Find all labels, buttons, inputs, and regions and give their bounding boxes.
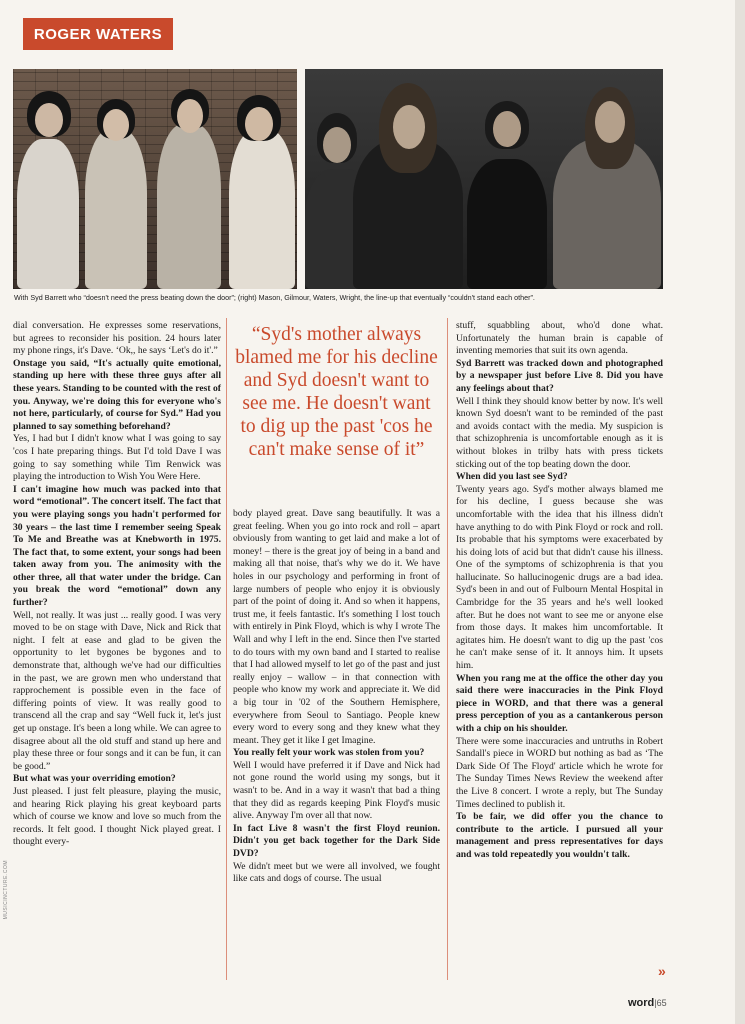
- page-footer: [628, 997, 667, 1009]
- answer: body played great. Dave sang beautifully. It was a great feeling. When you go into rock and roll – apart obviously from wanting to get laid and make a lot of money! – there is the great joy of being in a band and making all that noise, that's why we do it. We have holes in our psychology and performing in front of large numbers of people who enjoy it is obviously part of the point of doing it. And so when it happens, trust me, it feels fantastic. It's something I lost touch with entirely in Pink Floyd, which is why I wrote The Wall and why I left in the end. Since then I've started to do tours with my own band and I started to realise that I had allowed myself to let go of the past and just really enjoy – wallow – in that connection with people who know my work and appreciate it. We did a big tour in '02 of the Southern Hemisphere, everywhere from Seoul to Santiago. People knew every word to every song and they knew what they meant. They get it like I get Imagine.: [233, 508, 440, 746]
- face-2: [103, 109, 129, 141]
- figure-7: [467, 159, 547, 289]
- face-1: [35, 103, 63, 137]
- question: When did you last see Syd?: [456, 471, 568, 483]
- column-2: [233, 508, 440, 886]
- page-separator: |: [654, 998, 657, 1008]
- answer: Yes, I had but I didn't know what I was going to say 'cos I hate preparing things. But I'd told Dave I was going to say something while Tim Renwick was playing the introduction to Wish You Were Here.: [13, 433, 221, 483]
- face-5: [323, 127, 351, 163]
- answer: Well I think they should know better by now. It's well known Syd doesn't want to be reminded of the past and avoids contact with the media. My suspicion is that schizophrenia is uncomfortable enough as it is without blokes in trilby hats with press tickets sticking out of the top beating down the door.: [456, 395, 663, 470]
- paragraph: dial conversation. He expresses some reservations, but agrees to reconsider his position. 24 hours later my phone rings, it's Dave. ‘Ok,, he says ‘Let's do it'.”: [13, 320, 221, 357]
- question: Onstage you said, “It's actually quite emotional, standing up here with these three guys after all these years. Standing to be counted with the rest of you. Anyway, we're doing this for everyone who's not here, particularly, of course for Syd.” Had you planned to say something beforehand?: [13, 357, 221, 432]
- face-7: [493, 111, 521, 147]
- photo-caption: With Syd Barrett who “doesn't need the press beating down the door”; (right) Mason, Gilmour, Waters, Wright, the line-up that eventually “couldn't stand each other”.: [14, 293, 535, 302]
- question: In fact Live 8 wasn't the first Floyd reunion. Didn't you get back together for the Dark Side DVD?: [233, 822, 440, 860]
- face-3: [177, 99, 203, 133]
- column-3: [456, 320, 663, 862]
- question: To be fair, we did offer you the chance to contribute to the article. I pursued all your management and press representatives for days and was told repeatedly you wouldn't talk.: [456, 811, 663, 860]
- answer: Well, not really. It was just ... really good. I was very moved to be on stage with Dave, Nick and Rick that night. I felt at ease and glad to be given the opportunity to let bygones be bygones and to demonstrate that, although we've had our difficulties in the past, we are grown men who understand that rapprochement is possible even in the face of differing points of view. It was really good to transcend all the crap and say “Well fuck it, let's just get up onstage. It's been a long while. We can agree to disagree about all the old stuff and stand up here and play these three or four songs and it can be fun, it can be good.”: [13, 609, 221, 772]
- answer: There were some inaccuracies and untruths in Robert Sandall's piece in WORD but nothing as bad as ‘The Dark Side Of The Floyd' article which he wrote for The Sunday Times News Review the weekend after the Live 8 concert. I wrote a reply, but The Sunday Times declined to publish it.: [456, 735, 663, 810]
- answer: stuff, squabbling about, who'd done what. Unfortunately the human brain is capable of inventing memories that suit its own agenda.: [456, 320, 663, 357]
- column-rule-2: [447, 318, 448, 980]
- question: But what was your overriding emotion?: [13, 773, 176, 785]
- question: You really felt your work was stolen from you?: [233, 747, 425, 759]
- answer: Twenty years ago. Syd's mother always blamed me for his decline, I guess because she was uncomfortable with the idea that his illness didn't have anything to do with Pink Floyd or rock and roll. Its probable that his symptoms were exacerbated by his doing lots of acid but that didn't cause his illness. One of the symptoms of schizophrenia is that you hallucinate. So hallucinogenic drugs are a bad idea. Syd's been in and out of Fulbourn Mental Hospital in Cambridge for the 35 years and he's well looked after. But he does not want to see me or anyone else from those days. It makes him uncomfortable. It agitates him. He doesn't want to dig up the past 'cos he can't make sense of it. It annoys him. It upsets him.: [456, 483, 663, 672]
- figure-2: [85, 129, 147, 289]
- side-credit: MUSICINCTURE.COM: [3, 860, 9, 920]
- page-number: 65: [656, 998, 667, 1008]
- section-tag: [23, 18, 173, 50]
- pull-quote: “Syd's mother always blamed me for his decline and Syd doesn't want to see me. He doesn't want to dig up the past 'cos he can't make sense of it”: [235, 324, 438, 460]
- figure-1: [17, 139, 79, 289]
- figure-3: [157, 124, 221, 289]
- answer: We didn't meet but we were all involved, we fought like cats and dogs of course. The usual: [233, 860, 440, 885]
- photo-later-lineup: [305, 69, 663, 289]
- answer: Just pleased. I just felt pleasure, playing the music, and hearing Rick playing his great keyboard parts which of course we know and love so much from the records. It felt good. I thought Nick played great. I thought every-: [13, 785, 221, 848]
- figure-4: [229, 129, 295, 289]
- face-6: [393, 105, 425, 149]
- question: I can't imagine how much was packed into that word “emotional”. The concert itself. The fact that you were playing songs you hadn't performed for 30 years – the last time I remember seeing Speak To Me and Breathe was at Knebworth in 1975. The fact that, to some extent, your songs had been taken away from you. The animosity with the other three, all that water under the bridge. Can you break the word “emotional” down any further?: [13, 483, 221, 609]
- face-8: [595, 101, 625, 143]
- photo-early-lineup: [13, 69, 297, 289]
- section-title: ROGER WATERS: [33, 25, 163, 43]
- question: Syd Barrett was tracked down and photographed by a newspaper just before Live 8. Did you have any feelings about that?: [456, 357, 663, 394]
- column-1: [13, 320, 221, 849]
- continue-arrow-icon: »: [658, 963, 666, 979]
- magazine-name: word: [628, 997, 655, 1009]
- face-4: [245, 107, 273, 141]
- page-edge: [735, 0, 745, 1024]
- column-rule-1: [226, 318, 227, 980]
- answer: Well I would have preferred it if Dave and Nick had not gone round the world using my songs, but it wasn't to be. And in a way it wasn't that bad a thing that they did as regards keeping Pink Floyd's music alive. Anyway I'm over all that now.: [233, 759, 440, 822]
- question: When you rang me at the office the other day you said there were inaccuracies in the Pink Floyd piece in WORD, and that there was a general press perception of you as a cantankerous person with a chip on his shoulder.: [456, 672, 663, 734]
